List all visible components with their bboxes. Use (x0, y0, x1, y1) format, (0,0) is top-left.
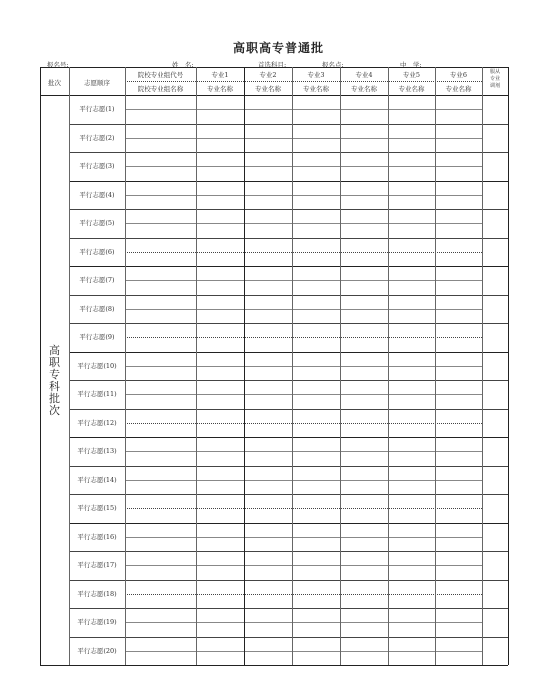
row-label: 平行志愿(9) (79, 333, 115, 342)
row-label: 平行志愿(19) (77, 618, 117, 627)
col-major-5-name-header: 专业名称 (398, 85, 425, 93)
row-label: 平行志愿(3) (79, 162, 115, 171)
col-school-name-header: 院校专业组名称 (137, 85, 184, 93)
field-name: 姓 名: (172, 61, 194, 69)
col-major-2-header: 专业2 (259, 71, 277, 79)
row-label: 平行志愿(10) (77, 361, 117, 370)
col-major-3-name-header: 专业名称 (303, 85, 329, 93)
col-order-header: 志愿顺序 (84, 79, 110, 87)
row-label: 平行志愿(18) (77, 589, 117, 598)
row-label: 平行志愿(13) (77, 447, 117, 456)
row-label: 平行志愿(12) (77, 418, 117, 427)
col-school-code-header: 院校专业组代号 (137, 71, 184, 79)
field-registration-site: 报名点: (322, 61, 344, 69)
row-label: 平行志愿(8) (79, 304, 115, 313)
col-batch-header: 批次 (48, 79, 61, 87)
col-major-4-header: 专业4 (355, 71, 373, 79)
row-label: 平行志愿(7) (79, 276, 115, 285)
col-major-1-name-header: 专业名称 (207, 85, 233, 93)
col-major-6-header: 专业6 (449, 71, 468, 79)
col-major-3-header: 专业3 (307, 71, 325, 79)
row-label: 平行志愿(2) (79, 133, 115, 142)
col-adjust-header: 服从专业调剂 (489, 69, 500, 89)
row-label: 平行志愿(1) (79, 105, 115, 114)
row-label: 平行志愿(11) (77, 390, 117, 399)
row-label: 平行志愿(5) (79, 219, 115, 228)
col-major-4-name-header: 专业名称 (351, 85, 377, 93)
row-label: 平行志愿(20) (77, 646, 117, 655)
page-title: 高职高专普通批 (232, 41, 324, 55)
col-major-2-name-header: 专业名称 (255, 85, 281, 93)
row-label: 平行志愿(15) (77, 504, 117, 513)
row-label: 平行志愿(16) (77, 532, 117, 541)
col-major-6-name-header: 专业名称 (445, 85, 472, 93)
row-label: 平行志愿(4) (79, 190, 115, 199)
field-registration-number: 报名号: (47, 61, 69, 69)
row-label: 平行志愿(6) (79, 247, 115, 256)
field-first-subject: 首选科目: (258, 61, 287, 69)
field-school: 中 学: (400, 61, 422, 69)
col-major-1-header: 专业1 (211, 71, 229, 79)
batch-label: 高 职 专 科 批 次 (49, 344, 60, 417)
row-label: 平行志愿(17) (77, 561, 117, 570)
col-major-5-header: 专业5 (402, 71, 421, 79)
row-label: 平行志愿(14) (77, 475, 117, 484)
